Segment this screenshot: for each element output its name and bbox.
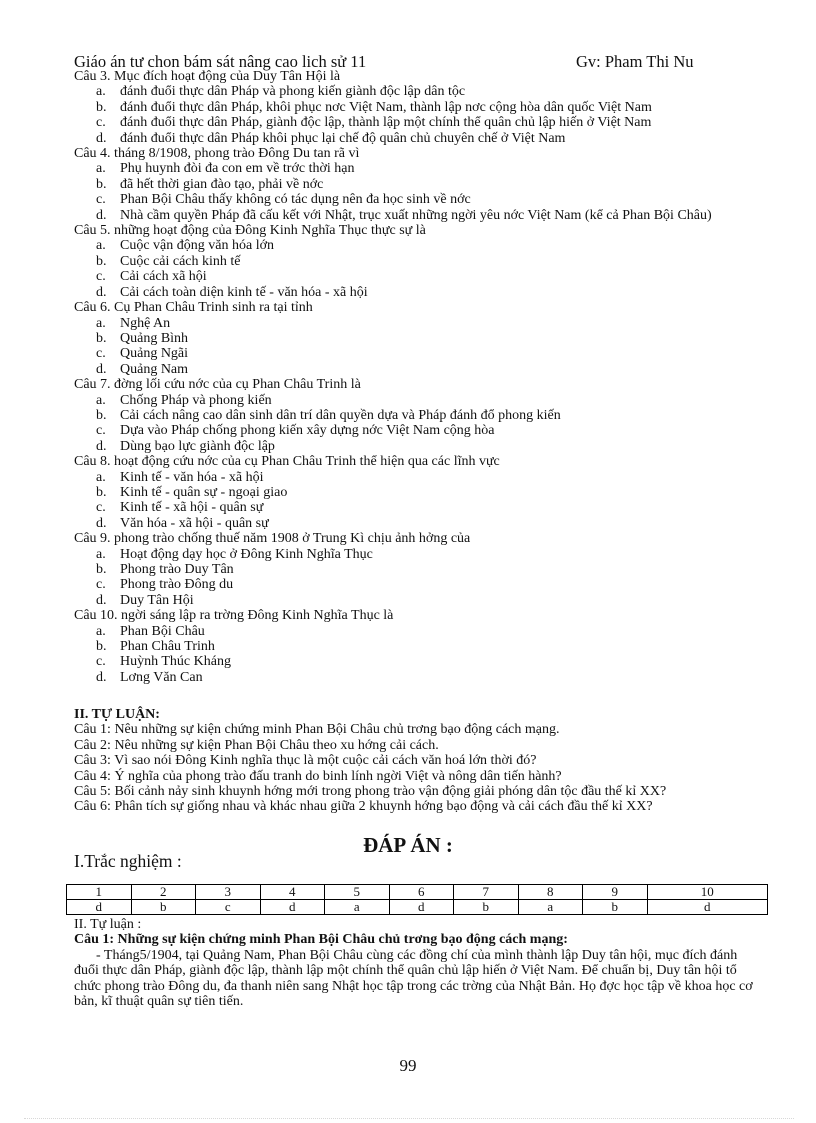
option-letter: c. [96,423,106,439]
option-text: Duy Tân Hội [120,592,194,608]
option-text: Cải cách nâng cao dân sinh dân trí dân quyền dựa và Pháp đánh đổ phong kiến [120,407,561,423]
option-item [74,84,754,99]
option-item [74,547,754,562]
option-item [74,254,754,269]
answer-key-title: ĐÁP ÁN : [363,833,453,857]
option-text: đánh đuổi thực dân Pháp, giành độc lập, thành lập một chính thể quân chủ lập hiến ở Việt Nam [120,115,652,131]
option-letter: d. [96,592,107,608]
tu-luan-answers [74,917,764,1009]
option-item [74,516,754,531]
cau1-text: - Tháng5/1904, tại Quảng Nam, Phan Bội Châu cùng các đồng chí của mình thành lập Duy tân hội, mục đích đánh đuổi thực dân Pháp, giành độc lập, thành lập một chính thể quân chủ lập hiến ở Việt Nam. Để chuẩn bị, Duy tân hội tổ chức phong trào Đông du, đa thanh niên sang Nhật học tập trong các trờng của Nhật Bản. Họ đợc học tập về khoa học cơ bản, kĩ thuật quân sự tiên tiến. [74,947,753,1010]
answer-letter: d [389,900,454,915]
header-title: Giáo án tư chon bám sát nâng cao lich sử 11 [74,52,367,71]
option-text: Phụ huynh đòi đa con em về trớc thời hạn [120,161,355,177]
option-letter: c. [96,346,106,362]
option-letter: a. [96,315,106,331]
option-item [74,115,754,130]
tu-luan-item: Câu 1: Nêu những sự kiện chứng minh Phan Bội Châu chủ trơng bạo động cách mạng. [74,722,560,738]
question-text: Câu 3. Mục đích hoạt động của Duy Tân Hội là [74,69,341,84]
option-text: Cuộc cải cách kinh tế [120,253,241,269]
option-text: Phan Bội Châu [120,623,205,639]
question-text: Câu 9. phong trào chống thuế năm 1908 ở Trung Kì chịu ảnh hởng của [74,531,471,547]
answer-letter: a [518,900,583,915]
option-item [74,346,754,361]
question-text: Câu 5. những hoạt động của Đông Kinh Nghĩa Thục thực sự là [74,223,426,239]
option-letter: b. [96,639,107,655]
answer-number: 5 [325,885,390,900]
option-item [74,238,754,253]
question-text: Câu 7. đờng lối cứu nớc của cụ Phan Châu Trinh là [74,377,361,393]
answer-number: 10 [647,885,768,900]
option-item [74,208,754,223]
tu-luan-item: Câu 2: Nêu những sự kiện Phan Bội Châu theo xu hớng cải cách. [74,737,439,753]
option-letter: b. [96,484,107,500]
option-list [74,393,754,455]
option-list [74,547,754,609]
option-letter: d. [96,130,107,146]
option-item [74,177,754,192]
option-text: Lơng Văn Can [120,669,203,685]
option-text: đánh đuổi thực dân Pháp khôi phục lại chế độ quân chủ chuyên chế ở Việt Nam [120,130,566,146]
answer-number: 2 [131,885,196,900]
tu-luan-item: Câu 4: Ý nghĩa của phong trào đấu tranh do binh lính ngời Việt và nông dân tiến hành? [74,768,562,784]
option-letter: c. [96,269,106,285]
option-item [74,670,754,685]
option-item [74,500,754,515]
question-text: Câu 8. hoạt động cứu nớc của cụ Phan Châu Trinh thể hiện qua các lĩnh vực [74,454,500,470]
tu-luan-section [74,707,754,815]
option-letter: a. [96,546,106,562]
option-text: Dùng bạo lực giành độc lập [120,438,275,454]
question-text: Câu 10. ngời sáng lập ra trờng Đông Kinh Nghĩa Thục là [74,608,394,624]
option-item [74,577,754,592]
option-item [74,192,754,207]
answer-number-row [67,885,768,900]
option-letter: c. [96,115,106,131]
answer-letter: b [454,900,519,915]
answer-letter: d [260,900,325,915]
answer-number: 7 [454,885,519,900]
option-letter: a. [96,84,106,100]
option-letter: a. [96,238,106,254]
answer-letter: a [325,900,390,915]
option-letter: d. [96,284,107,300]
option-text: Quảng Bình [120,330,189,346]
option-text: Dựa vào Pháp chống phong kiến xây dựng nớc Việt Nam cộng hòa [120,423,495,439]
answer-number: 9 [583,885,648,900]
answer-number: 1 [67,885,132,900]
question-text: Câu 4. tháng 8/1908, phong trào Đông Du tan rã vì [74,146,360,162]
option-list [74,316,754,378]
page-border [24,1118,794,1119]
question-text: Câu 6. Cụ Phan Châu Trinh sinh ra tại tỉnh [74,300,313,316]
option-text: Cuộc vận động văn hóa lớn [120,238,274,254]
option-letter: d. [96,361,107,377]
answer-table [66,884,768,915]
option-item [74,470,754,485]
answer-letter-row [67,900,768,915]
cau1-heading: Câu 1: Những sự kiện chứng minh Phan Bội Châu chủ trơng bạo động cách mạng: [74,932,568,948]
answer-letter: c [196,900,261,915]
option-item [74,331,754,346]
option-text: đánh đuổi thực dân Pháp và phong kiến giành độc lập dân tộc [120,84,466,100]
option-text: Phong trào Duy Tân [120,562,234,577]
option-text: đánh đuổi thực dân Pháp, khôi phục nơc Việt Nam, thành lập nơc cộng hòa dân quốc Việt Nam [120,99,652,115]
tu-luan-heading: II. TỰ LUẬN: [74,707,160,722]
option-letter: d. [96,207,107,223]
answer-letter: b [131,900,196,915]
option-letter: d. [96,669,107,685]
option-letter: b. [96,99,107,115]
page-number: 99 [399,1056,417,1075]
option-text: Cải cách toàn diện kinh tế - văn hóa - xã hội [120,284,368,300]
option-list [74,161,754,223]
option-text: Quảng Ngãi [120,346,189,362]
option-item [74,269,754,284]
option-item [74,131,754,146]
option-list [74,84,754,146]
option-text: đã hết thời gian đào tạo, phải về nớc [120,176,324,192]
option-text: Chống Pháp và phong kiến [120,392,272,408]
option-text: Kinh tế - văn hóa - xã hội [120,469,264,485]
option-letter: b. [96,253,107,269]
option-text: Phan Châu Trinh [120,639,215,655]
answer-letter: d [647,900,768,915]
trac-nghiem-label: I.Trắc nghiệm : [74,851,182,871]
option-letter: a. [96,469,106,485]
option-letter: b. [96,407,107,423]
option-text: Quảng Nam [120,361,189,377]
option-item [74,639,754,654]
option-letter: b. [96,330,107,346]
answer-number: 4 [260,885,325,900]
option-text: Cải cách xã hội [120,269,207,285]
option-letter: b. [96,562,107,577]
option-text: Nghệ An [120,315,171,331]
tu-luan-answer-label: II. Tự luận : [74,917,142,932]
option-text: Hoạt động dạy học ở Đông Kinh Nghĩa Thục [120,546,373,562]
option-item [74,408,754,423]
option-item [74,439,754,454]
option-letter: c. [96,500,106,516]
option-letter: b. [96,176,107,192]
option-text: Nhà cầm quyền Pháp đã cấu kết với Nhật, trục xuất những ngời yêu nớc Việt Nam (kể cả Phan Bội Châu) [120,207,712,223]
option-text: Huỳnh Thúc Kháng [120,654,231,670]
tu-luan-item: Câu 6: Phân tích sự giống nhau và khác nhau giữa 2 khuynh hớng bạo động và cải cách đầu thế kỉ XX? [74,799,653,815]
answer-letter: d [67,900,132,915]
header-teacher: Gv: Pham Thi Nu [576,52,694,71]
option-letter: d. [96,438,107,454]
question-list [74,69,754,685]
option-item [74,316,754,331]
option-item [74,393,754,408]
option-list [74,238,754,300]
option-list [74,470,754,532]
option-text: Kinh tế - quân sự - ngoại giao [120,484,288,500]
answer-number: 6 [389,885,454,900]
option-letter: c. [96,577,106,593]
option-item [74,100,754,115]
option-letter: d. [96,515,107,531]
option-item [74,161,754,176]
option-item [74,485,754,500]
option-text: Phan Bội Châu thấy không có tác dụng nên đa học sinh về nớc [120,192,471,208]
option-text: Văn hóa - xã hội - quân sự [120,515,269,531]
tu-luan-item: Câu 3: Vì sao nói Đông Kinh nghĩa thục là một cuộc cải cách văn hoá lớn thời đó? [74,753,537,769]
option-letter: a. [96,392,106,408]
option-item [74,654,754,669]
tu-luan-item: Câu 5: Bối cảnh nảy sinh khuynh hớng mới trong phong trào vận động giải phóng dân tộc đầu thế kỉ XX? [74,784,667,800]
answer-number: 3 [196,885,261,900]
option-letter: c. [96,192,106,208]
option-item [74,362,754,377]
option-letter: a. [96,623,106,639]
option-item [74,624,754,639]
answer-number: 8 [518,885,583,900]
answer-letter: b [583,900,648,915]
option-text: Phong trào Đông du [120,577,234,593]
option-item [74,562,754,577]
option-text: Kinh tế - xã hội - quân sự [120,500,264,516]
option-letter: c. [96,654,106,670]
option-letter: a. [96,161,106,177]
option-item [74,593,754,608]
option-item [74,423,754,438]
option-item [74,285,754,300]
option-list [74,624,754,686]
